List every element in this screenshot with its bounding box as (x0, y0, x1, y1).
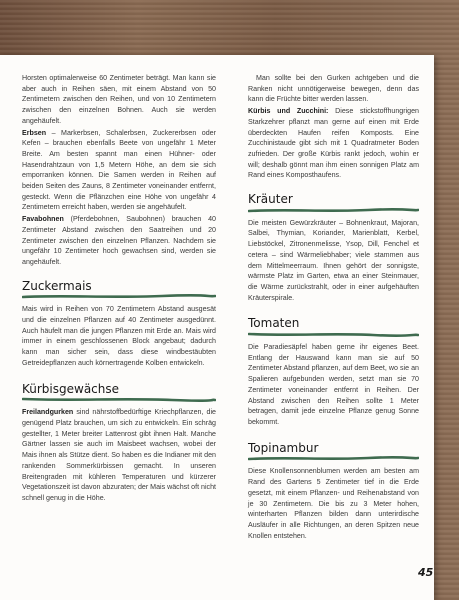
heading-tomaten: Tomaten (248, 316, 300, 331)
gurken-paragraph: Man sollte bei den Gurken achtgeben und die Ranken nicht unnötigerweise bewegen, denn das kann die Früchte bitter werden lassen. (248, 74, 419, 104)
right-column (248, 73, 419, 542)
zucchini-paragraph (248, 106, 419, 181)
heading-underline-stroke (22, 294, 216, 299)
intro-paragraph: Horsten optimalerweise 60 Zentimeter beträgt. Man kann sie aber auch in Reihen säen, mit einem Abstand von 50 Zentimetern zwischen den Reihen, und von 10 Zentimetern zwischen den einzelnen Bohnen. Auch sie werden angehäufelt. (22, 74, 216, 125)
heading-topinambur: Topinambur (248, 440, 319, 455)
page-number: 45 (418, 566, 434, 579)
freilandgurken-label: Freilandgurken (22, 408, 74, 417)
favabohnen-label: Favabohnen (22, 215, 64, 224)
heading-underline-stroke (248, 332, 419, 337)
freilandgurken-text: sind nährstoffbedürftige Kriechpflanzen, die genügend Platz brauchen, um sich zu entwickeln. Ein schräg gestellter, 1 Meter breiter Lattenrost gibt ihnen Halt. Manche Gärtner lassen sie auch im Maisbeet wachsen, wobei der Mais ihnen als Stütze dient. So haben es die Indianer mit den rankenden Sommerkürbissen gemacht. In unseren Breitengraden mit kühleren Temperaturen und kürzerer Vegetationszeit ist davon abzuraten; der Mais wächst oft nicht schnell genug in die Höhe. (22, 408, 217, 502)
freilandgurken-paragraph (22, 407, 216, 503)
kraeuter-paragraph: Die meisten Gewürzkräuter – Bohnenkraut, Majoran, Salbei, Thymian, Koriander, Marienblatt, Kerbel, Liebstöckel, Zitronenmelisse, Ysop, Dill, Fenchel et cetera – sind Wärmeliebhaber; viele stammen aus dem Mittelmeerraum. Ihnen gehört der sonnigste, wärmste Platz im Garten, etwa an einer Steinmauer, die Wärme zurückstrahlt, oder in einer aufgehäuften Kräuterspirale. (248, 218, 419, 302)
heading-zuckermais: Zuckermais (22, 278, 92, 293)
erbsen-label: Erbsen (22, 128, 47, 137)
topinambur-paragraph: Diese Knollensonnenblumen werden am besten am Rand des Gartens 5 Zentimeter tief in die Erde gesetzt, mit einem Pflanzen- und Reihenabstand von je 30 Zentimetern. Die bis zu 3 Meter hohen, winterharten Pflanzen bilden dann unterirdische Ausläufer in alle Richtungen, an deren Spitzen neue Knollen entstehen. (248, 467, 419, 540)
favabohnen-paragraph (22, 214, 216, 268)
heading-kuerbisgewaechse: Kürbisgewächse (22, 381, 120, 396)
heading-underline-stroke (248, 208, 419, 213)
zucchini-text: Diese stickstoffhungrigen Starkzehrer pflanzt man gerne auf einen mit Erde überdeckten Haufen reifen Komposts. Eine Zucchinistaude gibt sich mit 1 Quadratmeter Boden zufrieden. Der große Kürbis rankt jedoch, wohin er will; deshalb gönnt man ihm einen sonnigen Platz am Rand eines Komposthaufens. (248, 107, 419, 180)
zucchini-label: Kürbis und Zucchini: (248, 107, 329, 116)
book-page (0, 55, 434, 600)
heading-underline-stroke (248, 456, 419, 461)
zuckermais-paragraph: Mais wird in Reihen von 70 Zentimetern Abstand ausgesät und die einzelnen Pflanzen auf 40 Zentimeter ausgedünnt. Auch häufelt man die jungen Pflanzen mit Erde an. Mais wird immer in einem geschlossenen Block angebaut; dadurch kann man sicher sein, dass diese windbestäubten Getreidepflanzen auch körnertragende Kolben entwickeln. (22, 305, 216, 367)
favabohnen-text: (Pferdebohnen, Saubohnen) brauchen 40 Zentimeter Abstand zwischen den Saatreihen und 20 Zentimeter zwischen den einzelnen Pflanzen. Nachdem sie ungefähr 10 Zentimeter hoch gewachsen sind, werden sie angehäufelt. (22, 215, 216, 266)
erbsen-paragraph (22, 128, 216, 214)
heading-underline-stroke (22, 397, 216, 402)
left-column (22, 73, 216, 505)
tomaten-paragraph: Die Paradiesäpfel haben gerne ihr eigenes Beet. Entlang der Hauswand kann man sie auf 50 Zentimeter Abstand pflanzen, auf dem Beet, wo sie an Spalieren aufgebunden werden, setzt man sie 70 Zentimeter voneinander entfernt in Reihen. Der Abstand zwischen den Reihen sollte 1 Meter betragen, damit jede einzelne Pflanze genug Sonne bekommt. (248, 343, 419, 426)
erbsen-text: – Markerbsen, Schalerbsen, Zuckererbsen oder Kefen – brauchen ebenfalls Beete von ungefähr 1 Meter Breite. Am besten spannt man einen Hühner- oder Hasendrahtzaun von 1,5 Metern Höhe, an dem sie sich emporranken können. Die Samen werden in Reihen auf beiden Seiten des Zauns, 8 Zentimeter voneinander entfernt, gesteckt. Wenn die Pflänzchen eine Höhe von ungefähr 4 Zentimetern erreicht haben, werden sie angehäufelt. (22, 128, 216, 212)
heading-kraeuter: Kräuter (248, 192, 293, 207)
